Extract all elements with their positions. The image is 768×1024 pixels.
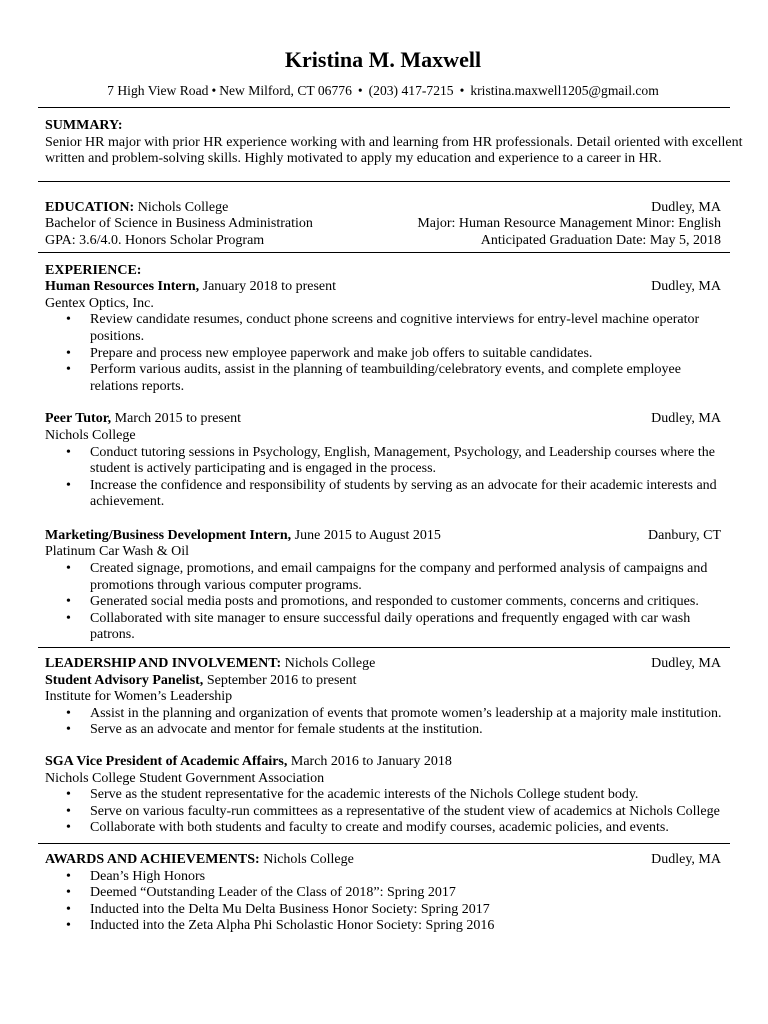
role-title-line <box>45 754 721 771</box>
job-title-row <box>45 411 721 428</box>
leadership-section <box>45 656 721 837</box>
education-gpa-row <box>45 233 721 250</box>
bullet-item <box>90 706 721 723</box>
job-dates: March 2015 to present <box>114 411 241 427</box>
job-entry <box>45 528 721 644</box>
bullet-text: achievement. <box>90 494 165 510</box>
bullet-text: Increase the confidence and responsibility of students by serving as an advocate for their academic interests and <box>90 477 717 493</box>
divider <box>38 843 730 844</box>
bullet-text: Deemed “Outstanding Leader of the Class of 2018”: Spring 2017 <box>90 885 456 901</box>
job-title: Marketing/Business Development Intern, <box>45 527 292 543</box>
job-location: Dudley, MA <box>651 279 721 295</box>
bullet-text: Assist in the planning and organization of events that promote women’s leadership at a majority male institution. <box>90 705 722 721</box>
awards-school: Nichols College <box>263 851 354 867</box>
address: 7 High View Road <box>107 83 209 98</box>
role-organization: Nichols College Student Government Association <box>45 770 325 786</box>
education-degree-row <box>45 216 721 233</box>
majors: Major: Human Resource Management Minor: English <box>417 216 721 232</box>
bullet-text: Serve as the student representative for the academic interests of the Nichols College student body. <box>90 787 639 803</box>
section-heading-summary: SUMMARY: <box>45 118 123 133</box>
resume-page <box>45 47 743 935</box>
job-dates: January 2018 to present <box>202 279 336 295</box>
job-title: Human Resources Intern, <box>45 279 200 295</box>
bullet-text: Created signage, promotions, and email campaigns for the company and performed analysis of campaigns and <box>90 561 708 577</box>
leadership-heading-line <box>45 656 375 673</box>
job-bullet-list <box>45 312 721 395</box>
job-bullet-list <box>45 561 721 644</box>
bullet-text: Inducted into the Zeta Alpha Phi Scholastic Honor Society: Spring 2016 <box>90 918 495 934</box>
education-location: Dudley, MA <box>651 199 721 215</box>
divider <box>38 107 730 108</box>
bullet-text: Perform various audits, assist in the planning of teambuilding/celebratory events, and complete employee <box>90 362 681 378</box>
section-heading-leadership: LEADERSHIP AND INVOLVEMENT: <box>45 656 282 672</box>
role-entry <box>45 673 721 739</box>
role-title-line <box>45 673 721 690</box>
bullet-text: Collaborate with both students and faculty to create and modify courses, academic policies, and events. <box>90 820 669 836</box>
job-dates: June 2015 to August 2015 <box>294 527 441 543</box>
summary-section <box>45 118 743 168</box>
separator-dot: • <box>211 83 217 98</box>
education-school: Nichols College <box>137 199 229 215</box>
email-link[interactable]: kristina.maxwell1205@gmail.com <box>470 83 659 98</box>
job-entry <box>45 279 721 395</box>
bullet-item <box>90 869 721 886</box>
leadership-school: Nichols College <box>284 656 376 672</box>
job-title-row <box>45 528 721 545</box>
bullet-item <box>90 885 721 902</box>
bullet-text: Conduct tutoring sessions in Psychology, English, Management, Psychology, and Leadership courses where the <box>90 444 715 460</box>
job-title: Peer Tutor, <box>45 411 112 427</box>
divider <box>38 647 730 648</box>
gpa: GPA: 3.6/4.0. Honors Scholar Program <box>45 232 265 248</box>
degree: Bachelor of Science in Business Administration <box>45 216 313 232</box>
job-bullet-list <box>45 445 721 511</box>
bullet-text: Generated social media posts and promotions, and responded to customer comments, concerns and critiques. <box>90 594 699 610</box>
bullet-item <box>90 594 721 611</box>
bullet-text: Inducted into the Delta Mu Delta Business Honor Society: Spring 2017 <box>90 901 490 917</box>
job-title-line <box>45 411 241 428</box>
bullet-item <box>90 445 721 478</box>
summary-line: Senior HR major with prior HR experience working with and learning from HR professionals. Detail oriented with excellent <box>45 134 743 150</box>
section-heading-experience: EXPERIENCE: <box>45 262 142 278</box>
awards-heading-line <box>45 852 354 869</box>
awards-location: Dudley, MA <box>651 851 721 867</box>
leadership-location: Dudley, MA <box>651 656 721 672</box>
spacer <box>45 739 721 754</box>
job-organization: Gentex Optics, Inc. <box>45 295 154 311</box>
role-organization: Institute for Women’s Leadership <box>45 689 233 705</box>
resume-name: Kristina M. Maxwell <box>284 47 482 72</box>
job-location: Dudley, MA <box>651 411 721 427</box>
bullet-item <box>90 611 721 644</box>
bullet-text: patrons. <box>90 627 135 643</box>
bullet-item <box>90 561 721 594</box>
divider <box>38 181 730 182</box>
role-title: Student Advisory Panelist, <box>45 672 204 688</box>
role-title: SGA Vice President of Academic Affairs, <box>45 754 288 769</box>
job-title-row <box>45 279 721 296</box>
education-heading-line <box>45 200 228 217</box>
bullet-text: Serve on various faculty-run committees as a representative of the student view of academics at Nichols College <box>90 803 720 819</box>
bullet-text: student is actively participating and is engaged in the process. <box>90 461 437 477</box>
bullet-text: Review candidate resumes, conduct phone screens and cognitive interviews for entry-level machine operator <box>90 312 700 328</box>
role-dates: September 2016 to present <box>206 672 357 688</box>
bullet-item <box>90 918 721 935</box>
bullet-text: Serve as an advocate and mentor for female students at the institution. <box>90 722 483 738</box>
job-entry <box>45 411 721 511</box>
bullet-text: relations reports. <box>90 378 185 394</box>
job-title-line <box>45 528 441 545</box>
separator-dot: • <box>459 83 465 98</box>
bullet-item <box>90 902 721 919</box>
summary-line: written and problem-solving skills. Highly motivated to apply my education and experience to a career in HR. <box>45 151 662 167</box>
role-entry <box>45 754 721 837</box>
city: New Milford, CT 06776 <box>219 83 352 98</box>
spacer <box>45 395 721 411</box>
divider <box>38 252 730 253</box>
awards-section <box>45 852 721 935</box>
role-bullet-list <box>45 787 721 837</box>
role-dates: March 2016 to January 2018 <box>290 754 452 769</box>
bullet-item <box>90 346 721 363</box>
bullet-item <box>90 478 721 511</box>
contact-line <box>45 83 721 99</box>
bullet-text: positions. <box>90 328 145 344</box>
job-organization: Platinum Car Wash & Oil <box>45 544 190 560</box>
graduation-date: Anticipated Graduation Date: May 5, 2018 <box>480 232 721 248</box>
bullet-item <box>90 362 721 395</box>
job-title-line <box>45 279 336 296</box>
job-location: Danbury, CT <box>648 527 721 543</box>
section-heading-education: EDUCATION: <box>45 199 135 215</box>
awards-bullet-list <box>45 869 721 935</box>
role-bullet-list <box>45 706 721 739</box>
bullet-text: Collaborated with site manager to ensure successful daily operations and frequently engaged with car wash <box>90 610 691 626</box>
bullet-text: Dean’s High Honors <box>90 868 206 884</box>
education-section <box>45 200 721 250</box>
experience-section <box>45 263 721 644</box>
bullet-text: promotions through various computer programs. <box>90 577 362 593</box>
leadership-header-row <box>45 656 721 673</box>
bullet-text: Prepare and process new employee paperwork and make job offers to suitable candidates. <box>90 345 593 361</box>
separator-dot: • <box>357 83 363 98</box>
bullet-item <box>90 787 721 804</box>
phone: (203) 417-7215 <box>368 83 454 98</box>
bullet-item <box>90 722 721 739</box>
education-header-row <box>45 200 721 217</box>
section-heading-awards: AWARDS AND ACHIEVEMENTS: <box>45 851 260 867</box>
job-organization: Nichols College <box>45 427 136 443</box>
bullet-item <box>90 804 721 821</box>
spacer <box>45 511 721 528</box>
bullet-item <box>90 820 721 837</box>
awards-header-row <box>45 852 721 869</box>
bullet-item <box>90 312 721 345</box>
